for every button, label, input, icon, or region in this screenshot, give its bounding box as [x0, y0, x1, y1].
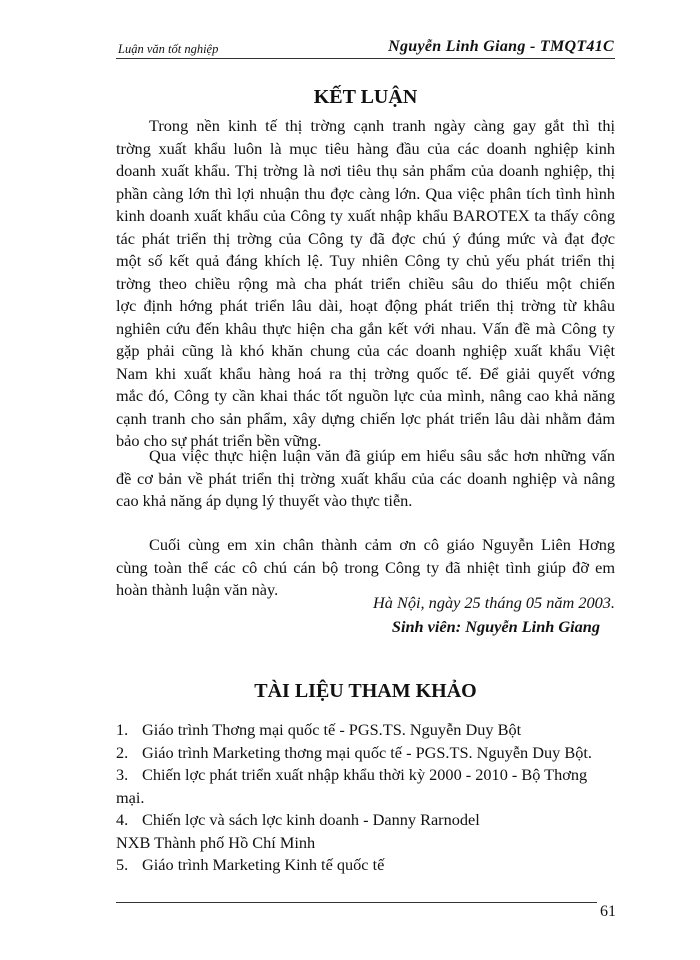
reference-continuation: NXB Thành phố Hồ Chí Minh — [116, 832, 316, 852]
header-left: Luận văn tốt nghiệp — [118, 42, 219, 56]
paragraph-line: cao khả năng áp dụng lý thuyết vào thực tiễn. — [116, 491, 413, 510]
paragraph-line: Cuối cùng em xin chân thành cảm ơn cô giáo Nguyễn Liên Hơng — [149, 535, 615, 554]
reference-item — [116, 719, 615, 742]
paragraph-line: Qua việc thực hiện luận văn đã giúp em hiểu sâu sắc hơn những vấn — [149, 446, 615, 465]
reference-item — [116, 809, 615, 832]
reference-text: Chiến lợc và sách lợc kinh doanh - Danny Rarnodel — [142, 810, 480, 829]
paragraph-line: Trong nền kinh tế thị trờng cạnh tranh ngày càng gay gắt thì thị — [149, 116, 615, 135]
reference-continuation: mại. — [116, 787, 145, 807]
reference-number: 5. — [116, 855, 129, 874]
date-line: Hà Nội, ngày 25 tháng 05 năm 2003. — [373, 593, 615, 612]
reference-number: 4. — [116, 810, 129, 829]
page-number: 61 — [600, 903, 616, 920]
paragraph-line: phần càng lớn thì lợi nhuận thu đợc càng lớn. Qua việc phân tích tình hình — [116, 183, 615, 203]
student-signature: Sinh viên: Nguyễn Linh Giang — [391, 617, 600, 636]
paragraph-line: bảo cho sự phát triển bền vững. — [116, 431, 322, 450]
paragraph-line: Nam khi xuất khẩu hàng hoá ra thị trờng quốc tế. Để giải quyết vớng — [116, 363, 615, 383]
header-rule — [116, 58, 615, 59]
references-title: TÀI LIỆU THAM KHẢO — [254, 680, 477, 702]
reference-number: 3. — [116, 765, 129, 784]
paragraph-line: trờng xuất khẩu luôn là mục tiêu hàng đầu của các doanh nghiệp kinh — [116, 138, 615, 158]
paragraph-line: đề cơ bản về phát triển thị trờng xuất khẩu của các doanh nghiệp và nâng — [116, 468, 615, 488]
header-right: Nguyễn Linh Giang - TMQT41C — [388, 38, 614, 55]
signature-block — [373, 591, 615, 639]
paragraph-line: cùng toàn thể các cô chú cán bộ trong Công ty đã nhiệt tình giúp đỡ em — [116, 557, 615, 577]
reference-item — [116, 764, 615, 787]
paragraph-line: gặp phải cũng là khó khăn chung của các doanh nghiệp xuất khẩu Việt — [116, 341, 615, 360]
reference-text: Giáo trình Marketing thơng mại quốc tế - PGS.TS. Nguyễn Duy Bột. — [142, 742, 592, 762]
reference-text: Chiến lợc phát triển xuất nhập khẩu thời kỳ 2000 - 2010 - Bộ Thơng — [142, 765, 588, 784]
paragraph-line: cạnh tranh cho sản phẩm, xây dựng chiến lợc phát triển lâu dài nhằm đảm — [116, 408, 615, 428]
reference-number: 2. — [116, 742, 129, 762]
paragraph-line: kinh doanh xuất khẩu của Công ty xuất nhập khẩu BAROTEX ta thấy công — [116, 206, 615, 225]
reference-item — [116, 854, 615, 877]
footer-rule — [116, 902, 597, 903]
paragraph-line: tác phát triển thị trờng của Công ty đã đợc chú ý đúng mức và đạt đợc — [116, 228, 615, 248]
paragraph-line: doanh xuất khẩu. Thị trờng là nơi tiêu thụ sản phẩm của doanh nghiệp, thị — [116, 161, 615, 180]
paragraph-line: nghiên cứu đến khâu thực hiện cha gắn kết với nhau. Vấn đề mà Công ty — [116, 318, 615, 338]
paragraph-line: mắc đó, Công ty cần khai thác tốt nguồn lực của mình, nâng cao khả năng — [116, 386, 615, 405]
paragraph-line: hoàn thành luận văn này. — [116, 580, 279, 599]
paragraph-line: lợc định hớng phát triển lâu dài, hoạt động phát triển thị trờng từ khâu — [116, 296, 615, 315]
reference-text: Giáo trình Thơng mại quốc tế - PGS.TS. Nguyễn Duy Bột — [142, 720, 522, 739]
paragraph-line: một số kết quả đáng khích lệ. Tuy nhiên Công ty chủ yếu phát triển thị — [116, 251, 615, 270]
conclusion-title: KẾT LUẬN — [313, 86, 418, 108]
references-list — [116, 719, 615, 877]
reference-text: Giáo trình Marketing Kinh tế quốc tế — [142, 855, 385, 874]
conclusion-paragraph-1 — [116, 115, 615, 453]
reference-item — [116, 742, 615, 765]
paragraph-line: trờng theo chiều rộng mà cha phát triển chiều sâu do thiếu một chiến — [116, 273, 615, 293]
reference-number: 1. — [116, 720, 129, 739]
conclusion-paragraph-2 — [116, 445, 615, 513]
